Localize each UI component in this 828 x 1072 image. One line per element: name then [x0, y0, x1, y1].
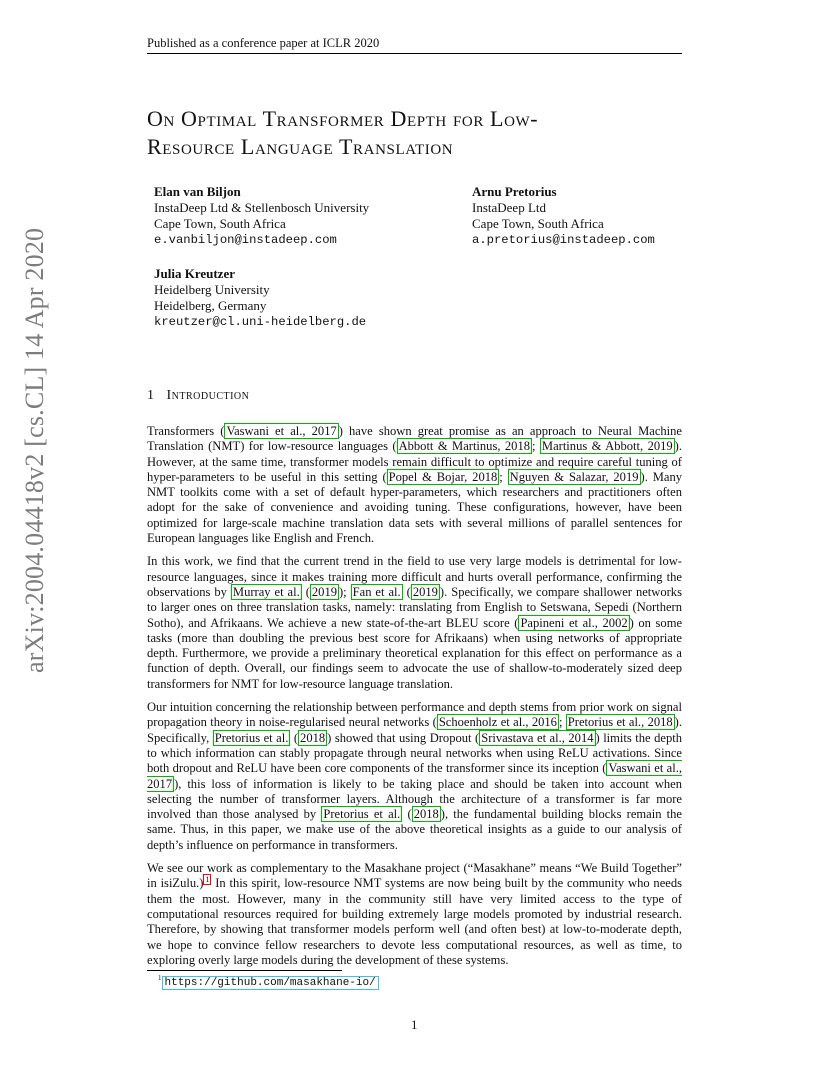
citation-link[interactable]: Abbott & Martinus, 2018: [398, 439, 530, 454]
citation-link[interactable]: Fan et al.: [352, 584, 401, 599]
footnote-mark: 1: [158, 974, 162, 982]
author-location: Heidelberg, Germany: [154, 298, 267, 313]
page-number: 1: [411, 1017, 418, 1032]
paragraph-4: We see our work as complementary to the Masakhane project (“Masakhane” means “We Build Together” in isiZulu.) $^1$ In this spirit, low-resource NMT systems are now being built by the community who needs them the most. However, many in the community still have very limited access to the type of computational resources required for building extremely large models promoted by industrial research. Therefore, by showing that transformer models perform well (and often best) at low-to-moderate depth, we hope to convince fellow researchers to devote less computational resources, as well as time, to exploring overly large models during the development of these systems.: [147, 861, 682, 967]
author-location: Cape Town, South Africa: [154, 216, 286, 231]
citation-link[interactable]: Schoenholz et al., 2016: [438, 715, 557, 730]
author-affiliation: InstaDeep Ltd: [472, 200, 547, 215]
arxiv-identifier-stamp: arXiv:2004.04418v2 [cs.CL] 14 Apr 2020: [20, 227, 49, 673]
author-affiliation: InstaDeep Ltd & Stellenbosch University: [154, 200, 370, 215]
author-block-2: [472, 184, 655, 248]
author-email[interactable]: kreutzer@cl.uni-heidelberg.de: [154, 315, 367, 329]
footnote-rule: [147, 970, 342, 971]
citation-link[interactable]: 2018: [413, 807, 439, 822]
author-affiliation: Heidelberg University: [154, 282, 270, 297]
footnote-reference[interactable]: 1: [205, 875, 210, 885]
section-body: [147, 424, 682, 976]
citation-link[interactable]: Murray et al.: [232, 584, 300, 599]
paragraph-2: In this work, we find that the current trend in the field to use very large models is detrimental for low-resource languages, since it makes training more difficult and hurts overall performance, confirming the observations by Murray et al. ( 2019 ); Fan et al. ( 2019 ). Specifically, we compare shallower networks to larger ones on three translation tasks, namely: translating from English to Setswana, Sepedi (Northern Sotho), and Afrikaans. We achieve a new state-of-the-art BLEU score ( Papineni et al., 2002 ) on some tasks (more than doubling the previous best score for Afrikaans) when using networks of appropriate depth. Furthermore, we provide a preliminary theoretical explanation for this effect on performance as a function of depth. Overall, our findings seem to advocate the use of shallow-to-moderately sized deep transformers for NMT for low-resource language translation.: [147, 554, 683, 691]
paragraph-1: Transformers ( Vaswani et al., 2017 ) have shown great promise as an approach to Neural Machine Translation (NMT) for low-resource languages ( Abbott & Martinus, 2018 ; Martinus & Abbott, 2019 ). However, at the same time, transformer models remain difficult to optimize and require careful tuning of hyper-parameters to be useful in this setting ( Popel & Bojar, 2018 ; Nguyen & Salazar, 2019 ). Many NMT toolkits come with a set of default hyper-parameters, which researchers and practitioners often adopt for the sake of convenience and avoiding tuning. These configurations, however, have been optimized for large-scale machine translation data sets with several millions of parallel sentences for European languages like English and French.: [147, 424, 683, 546]
paragraph-3: Our intuition concerning the relationship between performance and depth stems from prior work on signal propagation theory in noise-regularised neural networks ( Schoenholz et al., 2016 ; Pretorius et al., 2018 ). Specifically, Pretorius et al. ( 2018 ) showed that using Dropout ( Srivastava et al., 2014 ) limits the depth to which information can stably propagate through neural networks when using ReLU activations. Since both dropout and ReLU have been core components of the transformer since its inception ( Vaswani et al., 2017 ), this loss of information is likely to be taking place and should be taken into account when selecting the number of transformer layers. Although the architecture of a transformer is far more involved than those analysed by Pretorius et al. ( 2018 ), the fundamental building blocks remain the same. Thus, in this paper, we make use of the above theoretical insights as a guide to our analysis of depth’s influence on performance in transformers.: [147, 700, 683, 852]
section-title: Introduction: [166, 388, 250, 403]
author-email[interactable]: e.vanbiljon@instadeep.com: [154, 233, 337, 247]
citation-link[interactable]: 2019: [412, 584, 438, 599]
author-block-1: [154, 184, 369, 248]
citation-link[interactable]: Papineni et al., 2002: [520, 615, 628, 630]
citation-link[interactable]: Pretorius et al., 2018: [567, 715, 673, 730]
title-line-2: Resource Language Translation: [147, 134, 454, 159]
citation-link[interactable]: Nguyen & Salazar, 2019: [509, 469, 639, 484]
citation-link[interactable]: 2018: [300, 730, 326, 745]
author-block-3: [154, 266, 366, 330]
citation-link[interactable]: Vaswani et al., 2017: [147, 761, 682, 791]
citation-link[interactable]: 2019: [311, 584, 337, 599]
author-email[interactable]: a.pretorius@instadeep.com: [472, 233, 655, 247]
author-name: Julia Kreutzer: [154, 266, 235, 281]
header-rule: [147, 53, 682, 54]
author-name: Elan van Biljon: [154, 184, 241, 199]
footnote-url-link[interactable]: https://github.com/masakhane-io/: [162, 976, 379, 990]
citation-link[interactable]: Martinus & Abbott, 2019: [541, 439, 673, 454]
footnote: [158, 974, 379, 989]
citation-link[interactable]: Srivastava et al., 2014: [481, 730, 594, 745]
author-name: Arnu Pretorius: [472, 184, 557, 199]
citation-link[interactable]: Pretorius et al.: [323, 807, 401, 822]
running-header: Published as a conference paper at ICLR 2020: [147, 36, 380, 50]
citation-link[interactable]: Vaswani et al., 2017: [226, 424, 337, 438]
title-line-1: On Optimal Transformer Depth for Low-: [147, 106, 539, 131]
citation-link[interactable]: Pretorius et al.: [214, 730, 289, 745]
paper-title: [147, 105, 687, 161]
section-number: 1: [147, 388, 155, 403]
author-location: Cape Town, South Africa: [472, 216, 604, 231]
citation-link[interactable]: Popel & Bojar, 2018: [388, 469, 498, 484]
section-heading: [147, 388, 249, 404]
